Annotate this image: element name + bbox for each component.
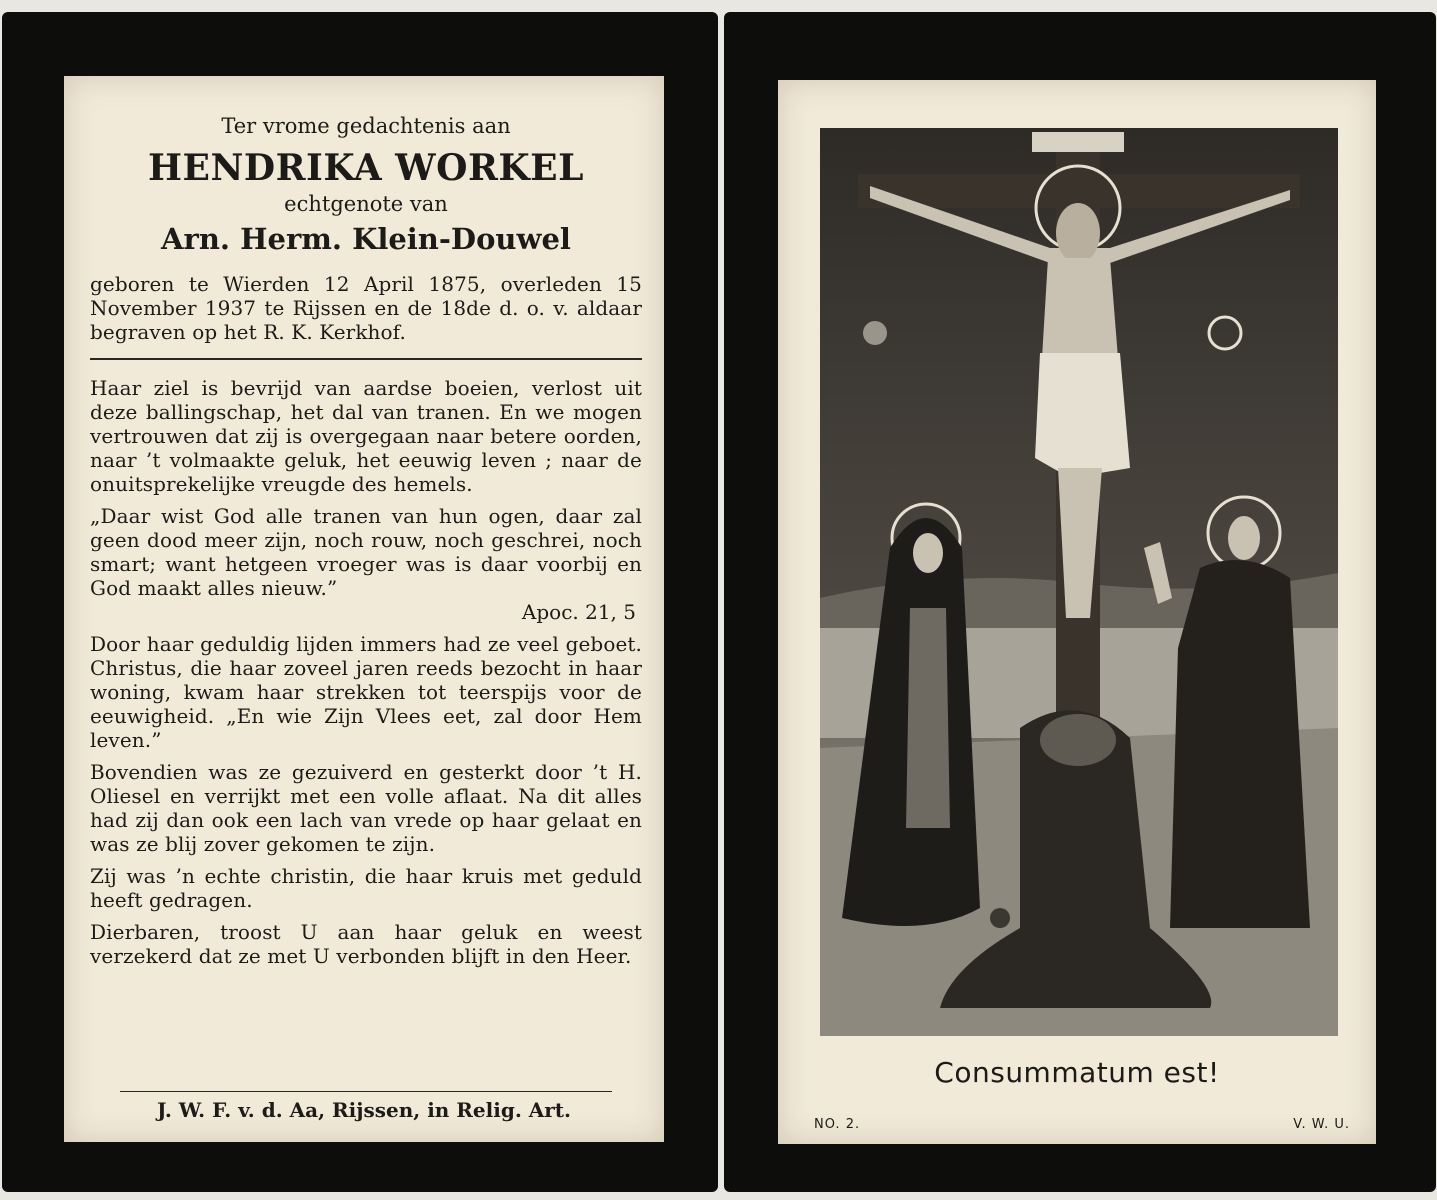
image-panel [778, 80, 1376, 1144]
paragraph-comfort: Dierbaren, troost U aan haar geluk en weest verzekerd dat ze met U verbonden blijft in den Heer. [90, 920, 642, 968]
bible-quote: „Daar wist God alle tranen van hun ogen, daar zal geen dood meer zijn, noch rouw, noch geschrei, noch smart; want hetgeen vroeger was is daar voorbij en God maakt alles nieuw.” [90, 504, 642, 600]
crucifixion-scene [820, 128, 1338, 1036]
image-caption: Consummatum est! [934, 1056, 1220, 1089]
spouse-name: Arn. Herm. Klein-Douwel [161, 222, 571, 256]
relation-line: echtgenote van [284, 192, 448, 216]
footer-rule [120, 1091, 612, 1092]
intro-line: Ter vrome gedachtenis aan [221, 114, 511, 138]
john-robe [1170, 560, 1310, 928]
skull [990, 908, 1010, 928]
printer-credit: J. W. F. v. d. Aa, Rijssen, in Relig. Art. [156, 1098, 572, 1122]
moon [863, 321, 887, 345]
card-number: NO. 2. [814, 1117, 861, 1132]
publisher-mark: V. W. U. [1293, 1117, 1350, 1132]
birth-death-paragraph: geboren te Wierden 12 April 1875, overleden 15 November 1937 te Rijssen en de 18de d. o. v. aldaar begraven op het R. K. Kerkhof. [90, 272, 642, 344]
loincloth [1035, 353, 1130, 478]
text-panel [64, 76, 664, 1142]
inri-plaque [1032, 132, 1124, 152]
crucifixion-illustration [820, 128, 1338, 1036]
memorial-card-image-side [724, 12, 1436, 1192]
john-face [1228, 516, 1260, 560]
cross-beam [858, 174, 1300, 208]
christ-torso [1042, 258, 1118, 358]
paragraph-sacraments: Bovendien was ze gezuiverd en gesterkt door ’t H. Oliesel en verrijkt met een volle aflaat. Na dit alles had zij dan ook een lach van vrede op haar gelaat en was ze blij zover gekomen te zijn. [90, 760, 642, 856]
paragraph-soul: Haar ziel is bevrijd van aardse boeien, verlost uit deze ballingschap, het dal van tranen. En we mogen vertrouwen dat zij is overgegaan naar betere oorden, naar ’t volmaakte geluk, het eeuwig leven ; naar de onuitsprekelijke vreugde des hemels. [90, 376, 642, 496]
mary-gown [906, 608, 950, 828]
deceased-name: HENDRIKA WORKEL [148, 147, 584, 189]
mary-face [913, 533, 943, 573]
memorial-card-text-side [2, 12, 718, 1192]
magdalene-head [1040, 714, 1116, 766]
christ-head [1056, 203, 1100, 263]
divider-rule [90, 358, 642, 360]
paragraph-suffering: Door haar geduldig lijden immers had ze veel geboet. Christus, die haar zoveel jaren reeds bezocht in haar woning, kwam haar strekken tot teerspijs voor de eeuwigheid. „En wie Zijn Vlees eet, zal door Hem leven.” [90, 632, 642, 752]
paragraph-christian: Zij was ’n echte christin, die haar kruis met geduld heeft gedragen. [90, 864, 642, 912]
bible-citation: Apoc. 21, 5 [521, 600, 636, 624]
memorial-text [90, 112, 642, 968]
